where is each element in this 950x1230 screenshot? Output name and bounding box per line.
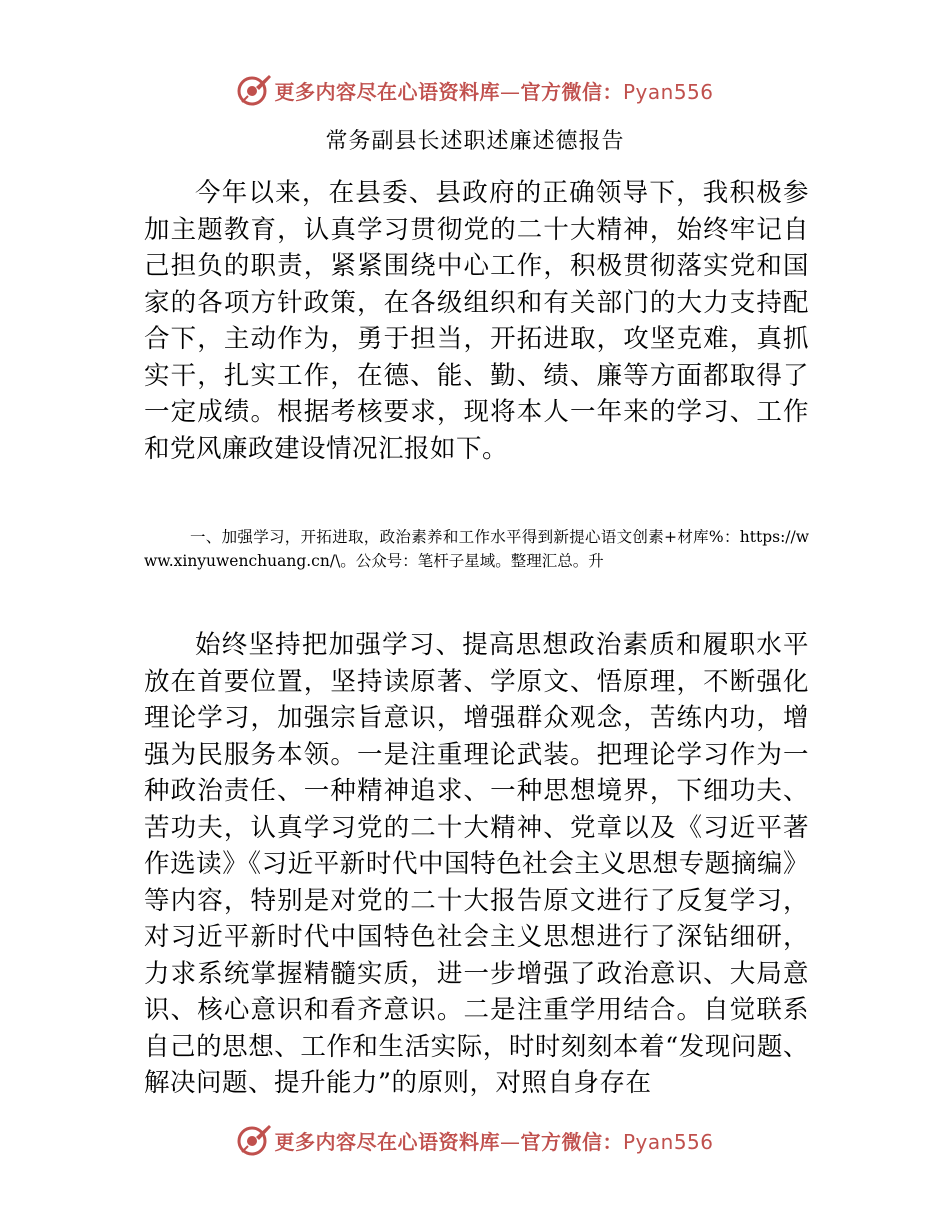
banner-main-text: 更多内容尽在心语资料库 [274,1129,500,1154]
banner-wechat-label: 官方微信： [520,1129,623,1154]
banner-text [274,76,713,105]
banner-wechat-id: Pyan556 [622,79,714,104]
intro-paragraph: 今年以来，在县委、县政府的正确领导下，我积极参加主题教育，认真学习贯彻党的二十大精神，始终牢记自己担负的职责，紧紧围绕中心工作，积极贯彻落实党和国家的各项方针政策，在各级组织和有关部门的大力支持配合下，主动作为，勇于担当，开拓进取，攻坚克难，真抓实干，扎实工作，在德、能、勤、绩、廉等方面都取得了一定成绩。根据考核要求，现将本人一年来的学习、工作和党风廉政建设情况汇报如下。 [144,178,809,464]
banner-separator: — [499,79,521,104]
footer-banner [0,1120,950,1160]
pen-logo-icon [236,72,272,108]
section-heading: 一、加强学习，开拓进取，政治素养和工作水平得到新提心语文创素+材库%：https://www.xinyuwenchuang.cn/\。公众号：笔杆子星域。整理汇总。升 [144,528,809,570]
pen-logo-icon [236,1122,272,1158]
banner-main-text: 更多内容尽在心语资料库 [274,79,500,104]
section-paragraph: 始终坚持把加强学习、提高思想政治素质和履职水平放在首要位置，坚持读原著、学原文、悟原理，不断强化理论学习，加强宗旨意识，增强群众观念，苦练内功，增强为民服务本领。一是注重理论武装。把理论学习作为一种政治责任、一种精神追求、一种思想境界，下细功夫、苦功夫，认真学习党的二十大精神、党章以及《习近平著作选读》《习近平新时代中国特色社会主义思想专题摘编》等内容，特别是对党的二十大报告原文进行了反复学习，对习近平新时代中国特色社会主义思想进行了深钻细研，力求系统掌握精髓实质，进一步增强了政治意识、大局意识、核心意识和看齐意识。二是注重学用结合。自觉联系自己的思想、工作和生活实际，时时刻刻本着“发现问题、解决问题、提升能力”的原则，对照自身存在 [144,630,809,1098]
header-banner [0,70,950,110]
banner-text [274,1126,713,1155]
banner-separator: — [499,1129,521,1154]
document-title: 常务副县长述职述廉述德报告 [325,129,625,154]
banner-wechat-label: 官方微信： [520,79,623,104]
banner-wechat-id: Pyan556 [622,1129,714,1154]
